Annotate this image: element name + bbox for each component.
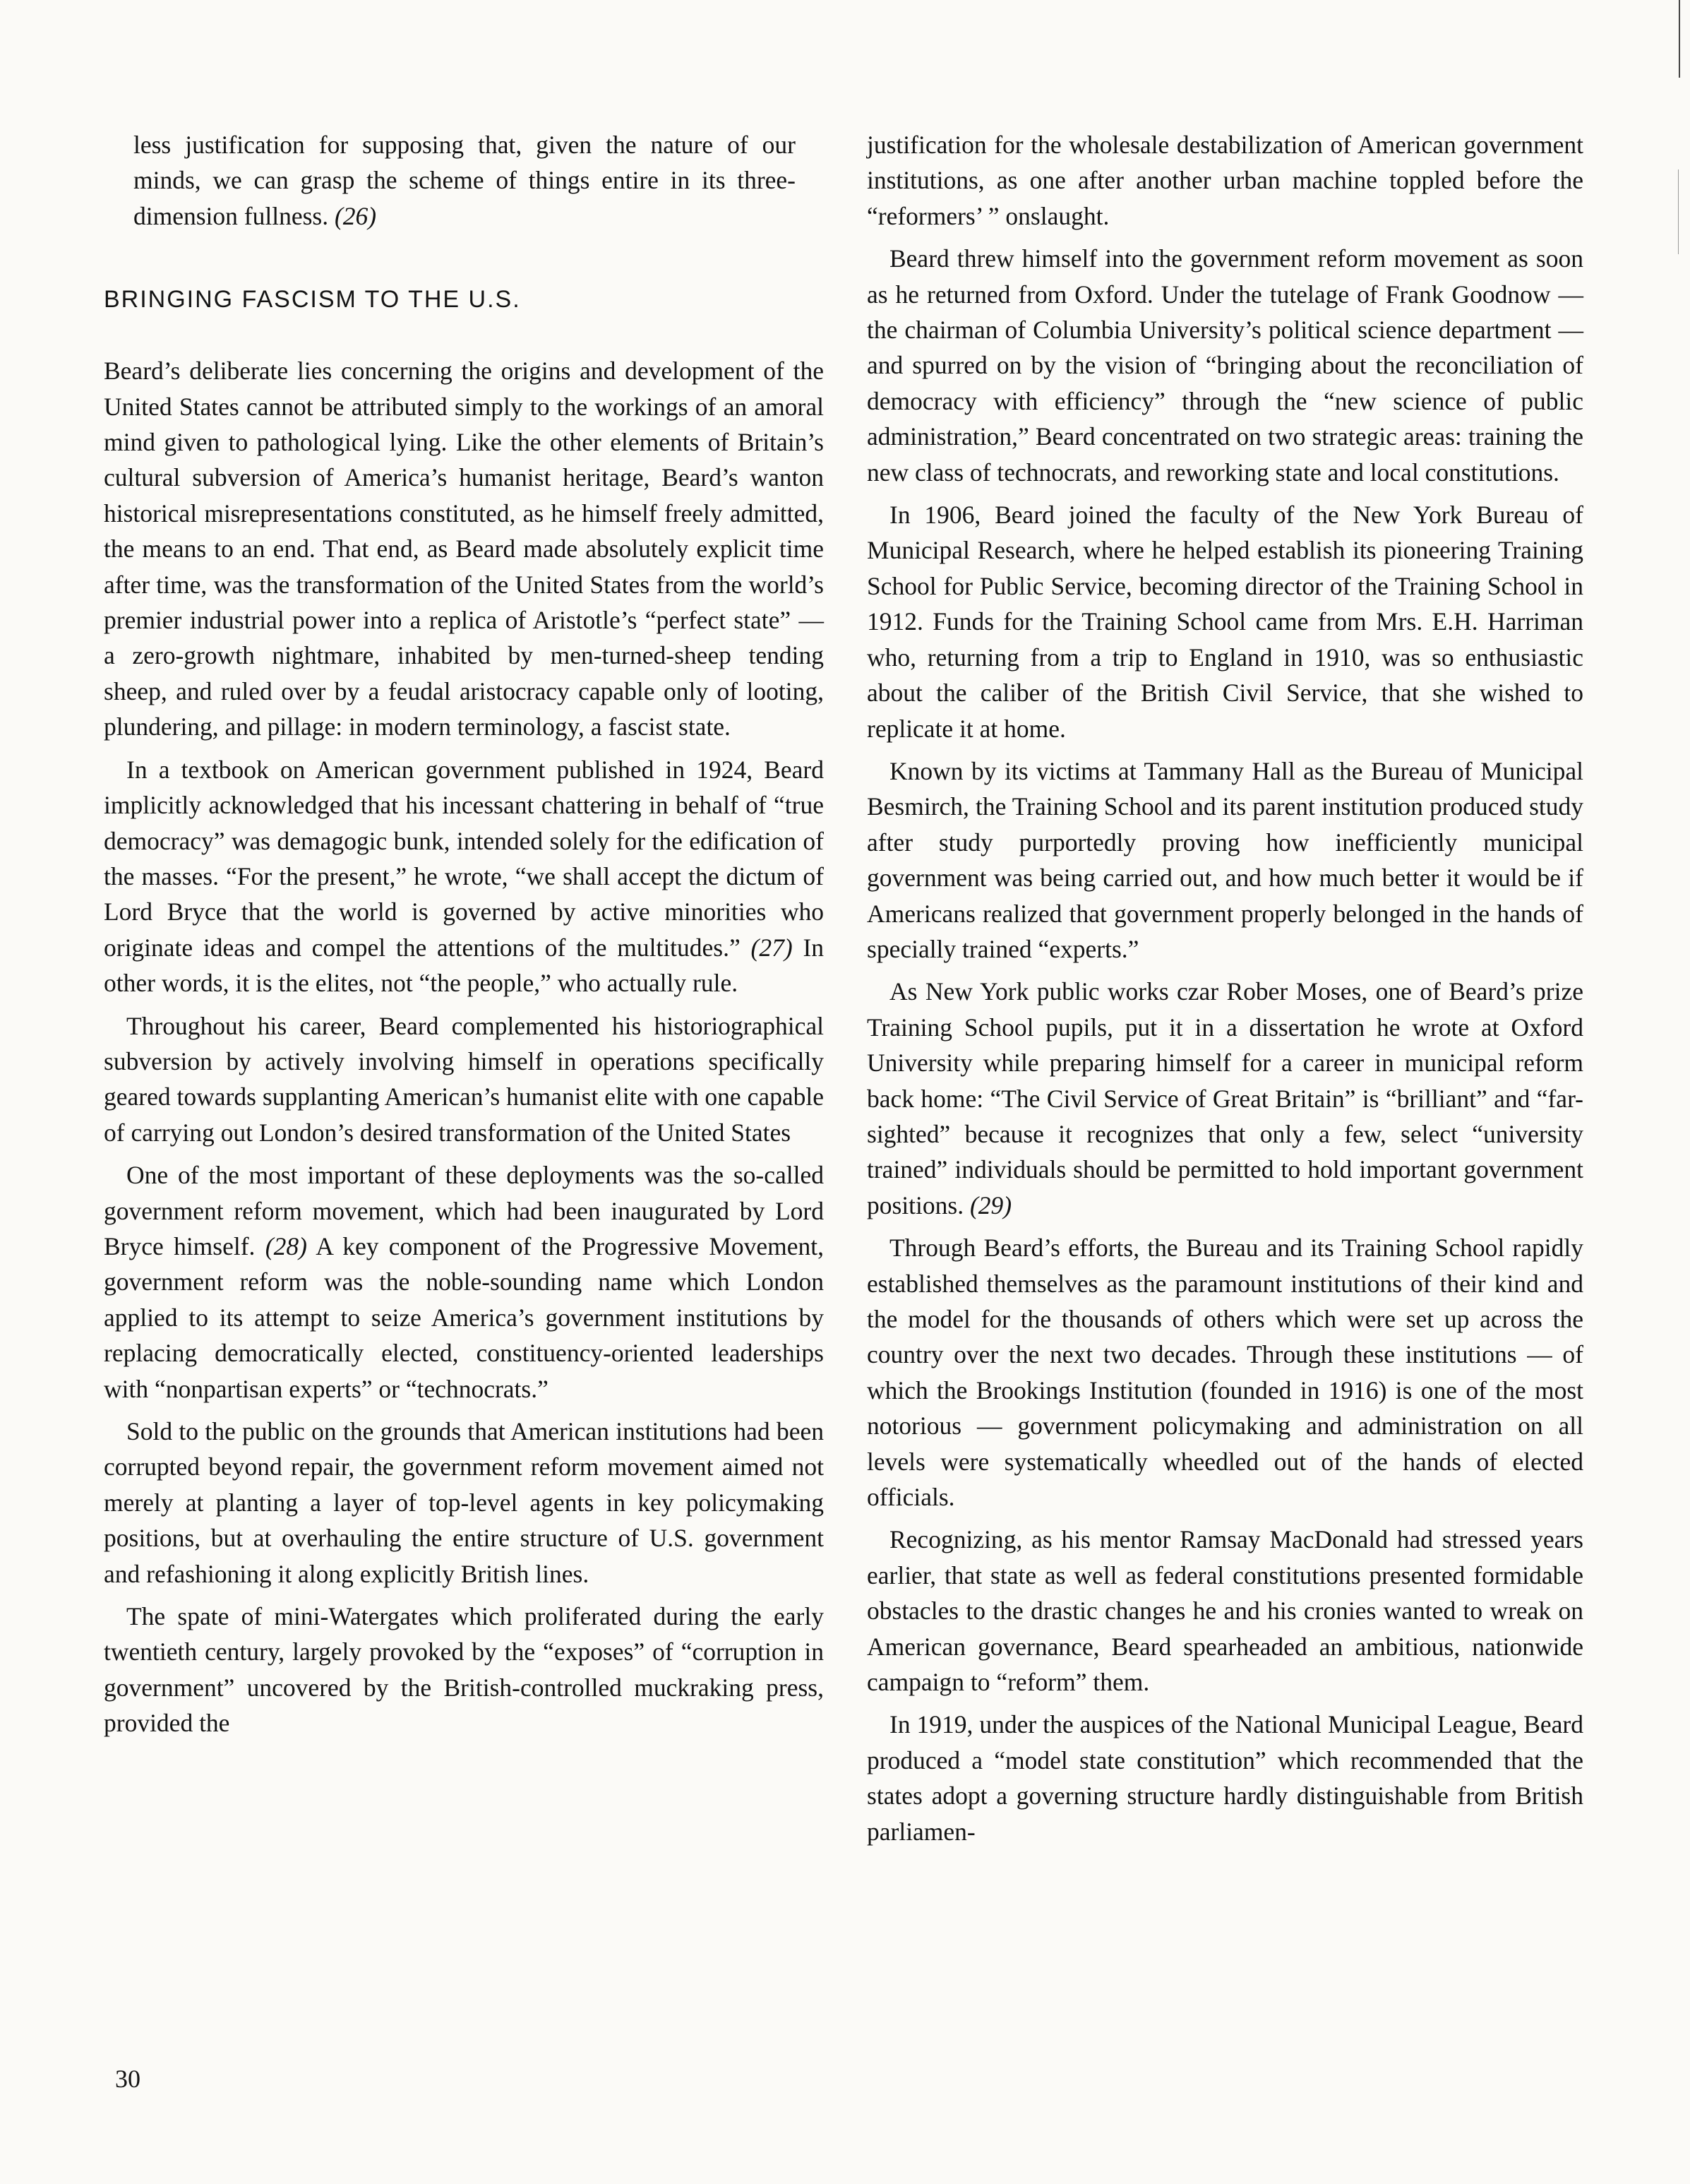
paragraph: Beard threw himself into the government reform movement as soon as he returned from Oxford. Under the tutelage of Frank Goodnow — the chairman of Columbia University’s political science department — and spurred on by the vision of “bringing about the reconciliation of democracy with efficiency” through the “new science of public administration,” Beard concentrated on two strategic areas: training the new class of technocrats, and reworking state and local constitutions. [867, 244, 1583, 487]
paragraph: Recognizing, as his mentor Ramsay MacDonald had stressed years earlier, that state as well as federal constitutions presented formidable obstacles to the drastic changes he and his cronies wanted to wreak on American governance, Beard spearheaded an ambitious, nationwide campaign to “reform” them. [867, 1525, 1583, 1697]
paragraph: Throughout his career, Beard complemented his historiographical subversion by actively involving himself in operations specifically geared towards supplanting American’s humanist elite with one capable of carrying out London’s desired transformation of the United States [104, 1011, 824, 1147]
paragraph-text: In other words, it is the elites, not “the people,” who actually rule. [104, 933, 825, 998]
quote-text: less justification for supposing that, given the nature of our minds, we can grasp the scheme of things entire in its three-dimension fullness. [133, 131, 796, 230]
page-number: 30 [115, 2065, 140, 2093]
left-column [104, 127, 824, 1741]
paragraph-text: A key component of the Progressive Movement, government reform was the noble-sounding name which London applied to its attempt to seize America’s government institutions by replacing democratically elected, constituency-oriented leaderships with “nonpartisan experts” or “technocrats.” [104, 1231, 825, 1403]
paragraph: Beard’s deliberate lies concerning the origins and development of the United States cannot be attributed simply to the workings of an amoral mind given to pathological lying. Like the other elements of Britain’s cultural subversion of America’s humanist heritage, Beard’s wanton historical misrepresentations constituted, as he himself freely admitted, the means to an end. That end, as Beard made absolutely explicit time after time, was the transformation of the United States from the world’s premier industrial power into a replica of Aristotle’s “perfect state” — a zero-growth nightmare, inhabited by men-turned-sheep tending sheep, and ruled over by a feudal aristocracy capable only of looting, plundering, and pillage: in modern terminology, a fascist state. [104, 357, 824, 741]
paragraph: Through Beard’s efforts, the Bureau and its Training School rapidly established themselves as the paramount institutions of their kind and the model for the thousands of others which were set up across the country over the next two decades. Through these institutions — of which the Brookings Institution (founded in 1916) is one of the most notorious — government policymaking and administration on all levels were systematically wheedled out of the hands of elected officials. [867, 1234, 1583, 1512]
paragraph: Known by its victims at Tammany Hall as the Bureau of Municipal Besmirch, the Training School and its parent institution produced study after study purportedly proving how inefficiently municipal government was being carried out, and how much better it would be if Americans realized that government properly belonged in the hands of specially trained “experts.” [867, 756, 1583, 963]
block-quote [104, 127, 824, 234]
section-heading: BRINGING FASCISM TO THE U.S. [104, 286, 521, 314]
footnote-ref: (28) [265, 1231, 307, 1260]
page-edge-mark [1679, 0, 1680, 78]
paragraph: In 1906, Beard joined the faculty of the New York Bureau of Municipal Research, where he helped establish its pioneering Training School for Public Service, becoming director of the Training School in 1912. Funds for the Training School came from Mrs. E.H. Harriman who, returning from a trip to England in 1910, was so enthusiastic about the caliber of the British Civil Service, that she wished to replicate it at home. [867, 501, 1583, 743]
footnote-ref: (27) [750, 933, 793, 962]
paragraph-text: In a textbook on American government published in 1924, Beard implicitly acknowledged that his incessant chattering in behalf of “true democracy” was demagogic bunk, intended solely for the edification of the masses. “For the present,” he wrote, “we shall accept the dictum of Lord Bryce that the world is governed by active minorities who originate ideas and compel the attentions of the multitudes.” [104, 755, 824, 962]
footnote-ref: (26) [334, 201, 377, 230]
paragraph: Sold to the public on the grounds that American institutions had been corrupted beyond repair, the government reform movement aimed not merely at planting a layer of top-level agents in key policymaking positions, but at overhauling the entire structure of U.S. government and refashioning it along explicitly British lines. [104, 1417, 824, 1588]
quote-paragraph [133, 127, 796, 234]
paragraph: The spate of mini-Watergates which proliferated during the early twentieth century, largely provoked by the “exposes” of “corruption in government” uncovered by the British-controlled muckraking press, provided the [104, 1602, 824, 1738]
paragraph-text: As New York public works czar Rober Moses, one of Beard’s prize Training School pupils, put it in a dissertation he wrote at Oxford University while preparing himself for a career in municipal reform back home: “The Civil Service of Great Britain” is “brilliant” and “far-sighted” because it recognizes that only a few, select “university trained” individuals should be permitted to hold important government positions. [867, 977, 1583, 1219]
paragraph [104, 752, 824, 1001]
footnote-ref: (29) [969, 1191, 1012, 1219]
page-edge-mark [1678, 169, 1679, 254]
right-column [867, 127, 1583, 1849]
paragraph: justification for the wholesale destabilization of American government institutions, as one after another urban machine toppled before the “reformers’ ” onslaught. [867, 131, 1583, 230]
paragraph: In 1919, under the auspices of the National Municipal League, Beard produced a “model state constitution” which recommended that the states adopt a governing structure hardly distinguishable from British parliamen- [867, 1710, 1583, 1846]
paragraph-text: One of the most important of these deployments was the so-called government reform movement, which had been inaugurated by Lord Bryce himself. [104, 1161, 824, 1260]
paragraph [104, 1157, 824, 1407]
paragraph [867, 974, 1583, 1223]
